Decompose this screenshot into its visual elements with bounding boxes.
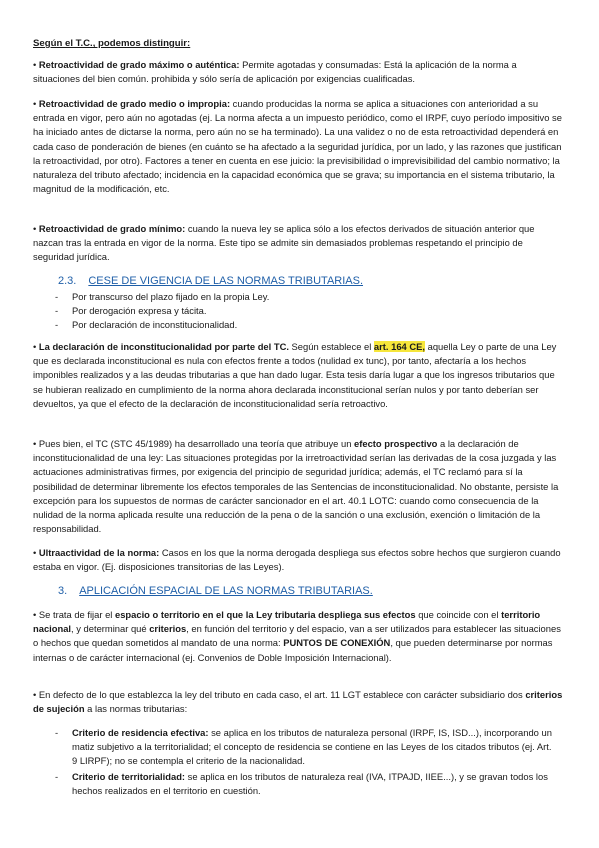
bullet: • [33,223,37,234]
paragraph-retro-medio: • Retroactividad de grado medio o impropia: cuando producidas la norma se aplica a situaciones con anterioridad a su entrada en vigor, pero aún no agotadas (ej. La norma afecta a un impuesto periódico, como el IRPF, cuyo período impositivo se ha iniciado antes de dictarse la norma, pero aún no se ha terminado). La una validez o no de esta retroactividad dependerá en cada caso de ponderación de bienes (en cuánto se ha afectado a la seguridad jurídica, por un lado, y las razones que justifican la retroactividad, por otro). Factores a tener en cuenta en ese juicio: la previsibilidad o imprevisibilidad del cambio normativo; la naturaleza del tributo afectado; incidencia en la capacidad económica que se grava; su importancia en el sistema tributario, la magnitud de la modificación, etc. [33,98,562,195]
term-retro-minimo: Retroactividad de grado mínimo: [38,223,186,234]
term-inconstitucionalidad: La declaración de inconstitucionalidad por parte del TC. [38,341,289,352]
heading-aplicacion-espacial: 3. APLICACIÓN ESPACIAL DE LAS NORMAS TRIBUTARIAS. [58,585,373,597]
term-ultraactividad: Ultraactividad de la norma: [38,547,160,558]
bullet: • [33,689,37,700]
heading-cese-vigencia: 2.3. CESE DE VIGENCIA DE LAS NORMAS TRIBUTARIAS. [58,275,364,287]
list-item: - Criterio de territorialidad: se aplica en los tributos de naturaleza real (IVA, ITPAJD, IIEE...), y se gravan todos los hechos realizados en el territorio en cuestión. [55,770,555,798]
cese-list [55,290,555,333]
term-efecto-prospectivo: efecto prospectivo [354,438,438,449]
paragraph-efecto-prospectivo: • Pues bien, el TC (STC 45/1989) ha desarrollado una teoría que atribuye un efecto prospectivo a la declaración de inconstitucionalidad de una ley: Las situaciones protegidas por la irretroactividad serían las derivadas de la cosa juzgada y las actuaciones administrativas firmes, por exigencia del principio de seguridad jurídica; además, el TC reclamó para sí la posibilidad de determinar libremente los efectos temporales de las Sentencias de inconstitucionalidad. No obstante, persiste la excepción para los supuestos de normas de carácter sancionador en el art. 40.1 LOTC: cuando como consecuencia de la nulidad de la norma aplicada resulte una reducción de la pena o de la sanción o una exclusión, exención o limitación de la responsabilidad. [33,438,559,535]
criterios-list [55,726,555,799]
bullet: • [33,547,37,558]
section-intro-title: Según el T.C., podemos distinguir: [33,38,191,49]
list-item: - Por derogación expresa y tácita. [55,304,555,318]
paragraph-inconstitucionalidad: • La declaración de inconstitucionalidad por parte del TC. Según establece el art. 164 CE, aquella Ley o parte de una Ley que es declarada inconstitucional es nula con efectos frente a todos (nulidad ex tunc), por tanto, afectaría a los hechos imponibles realizados y a las deudas tributarias a que han dado lugar. Esta tesis daría lugar a que los ingresos tributarios que se hubieran realizado en cumplimiento de la norma ahora declarada inconstitucional serían nulos y por tanto deberían ser devueltos, ya que el efecto de la declaración de inconstitucionalidad sería retroactivo. [33,341,557,409]
paragraph-ultraactividad: • Ultraactividad de la norma: Casos en los que la norma derogada despliega sus efectos sobre hechos que surgieron cuando estaba en vigor. (Ej. disposiciones transitorias de las Leyes). [33,547,561,573]
list-item: - Por transcurso del plazo fijado en la propia Ley. [55,290,555,304]
bullet: • [33,59,37,70]
list-item: - Por declaración de inconstitucionalidad. [55,318,555,332]
paragraph-criterios-sujecion: • En defecto de lo que establezca la ley del tributo en cada caso, el art. 11 LGT establece con carácter subsidiario dos criterios de sujeción a las normas tributarias: [33,689,563,715]
bullet: • [33,609,37,620]
term-retro-medio: Retroactividad de grado medio o impropia: [38,98,231,109]
paragraph-retro-maximo: • Retroactividad de grado máximo o auténtica: Permite agotadas y consumadas: Está la aplicación de la norma a situaciones del bien común. prohibida y sólo sería de aplicación por exigencias cualificadas. [33,59,517,85]
bullet: • [33,98,37,109]
term-retro-maximo: Retroactividad de grado máximo o auténtica: [38,59,240,70]
paragraph-espacio-territorio: • Se trata de fijar el espacio o territorio en el que la Ley tributaria despliega sus efectos que coincide con el territorio nacional, y determinar qué criterios, en función del territorio y del espacio, van a ser utilizados para establecer las situaciones o hechos que quedan sometidos al mandato de una norma: PUNTOS DE CONEXIÓN, que pueden determinarse por normas internas o de carácter internacional (ej. Convenios de Doble Imposición Internacional). [33,609,561,663]
bullet: • [33,341,37,352]
bullet: • [33,438,37,449]
highlight-art-164: art. 164 CE, [373,341,425,352]
list-item: - Criterio de residencia efectiva: se aplica en los tributos de naturaleza personal (IRPF, IS, ISD...), incorporando un matiz subjetivo a la territorialidad; el concepto de residencia se contiene en las Leyes de los citados tributos (ej. Art. 9 LIRPF); no se contempla el criterio de la nacionalidad. [55,726,555,769]
term-puntos-conexion: PUNTOS DE CONEXIÓN [283,637,391,649]
paragraph-retro-minimo: • Retroactividad de grado mínimo: cuando la nueva ley se aplica sólo a los efectos derivados de situación anterior que nazcan tras la entrada en vigor de la norma. Este tipo se admite sin demasiados problemas respetando el principio de seguridad jurídica. [33,223,535,263]
